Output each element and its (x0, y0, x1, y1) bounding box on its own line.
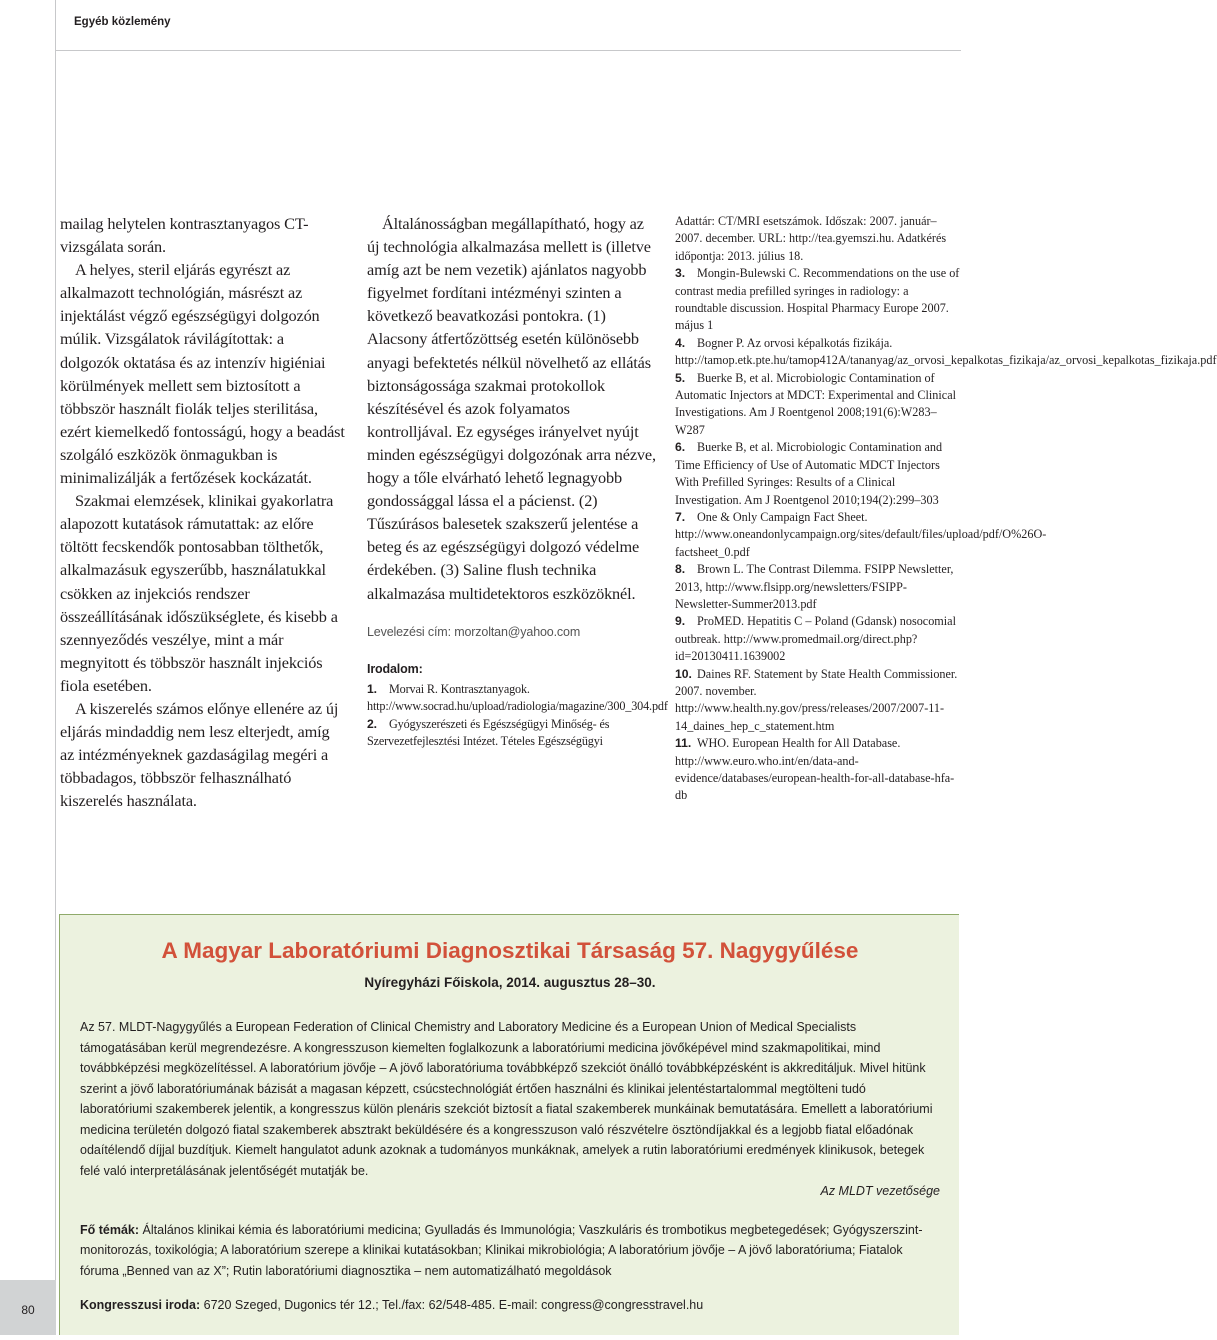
col1-paragraph-4: A kiszerelés számos előnye ellenére az új eljárás mindaddig nem lesz elterjedt, amíg az intézményeknek gazdaságilag megéri a többadagos, többször felhasználható kiszerelés használata. (60, 698, 339, 811)
congress-body (80, 1017, 940, 1316)
reference-item (675, 439, 960, 509)
congress-signature: Az MLDT vezetősége (820, 1184, 940, 1198)
reference-number: 3. (675, 266, 686, 281)
reference-number: 10. (675, 666, 692, 681)
reference-text: Daines RF. Statement by State Health Commissioner. 2007. november. http://www.health.ny.gov/press/releases/2007/2007-11-14_daines_hep_c_statement.htm (675, 666, 958, 733)
reference-number: 1. (367, 681, 377, 696)
section-label: Egyéb közlemény (74, 16, 171, 28)
page-number: 80 (0, 1280, 56, 1335)
reference-text: Buerke B, et al. Microbiologic Contamination of Automatic Injectors at MDCT: Experimental and Clinical Investigations. Am J Roentgenol 2008;191(6):W283–W287 (675, 370, 956, 437)
congress-topics (80, 1220, 940, 1282)
col1-paragraph-2: A helyes, steril eljárás egyrészt az alkalmazott technológián, másrészt az injektálást végző egészségügyi dolgozón múlik. Vizsgálatok rávilágítottak: a dolgozók oktatása és az intenzív higiéniai körülmények mellett sem biztosított a többször használt fiolák teljes sterilitása, ezért kiemelkedő fontosságú, hogy a beadást szolgáló eszközök önmagukban is minimalizálják a fertőzések kockázatát. (60, 260, 345, 488)
col2-paragraph-1: Általánosságban megállapítható, hogy az új technológia alkalmazása mellett is (illetve amíg azt be nem vezetik) ajánlatos nagyobb figyelmet fordítani intézményi szinten a következő beavatkozási pontokra. (1) Alacsony átfertőzöttség esetén különösebb anyagi befektetés nélkül növelhető az ellátás biztonságossága szakmai protokollok készítésével és azok folyamatos kontrolljával. Ez egységes irányelvet nyújt minden egészségügyi dolgozónak arra nézve, hogy a tőle elvárható lehető legnagyobb gondossággal lássa el a pácienst. (2) Tűszúrásos balesetek szakszerű jelentése a beteg és az egészségügyi dolgozó védelme érdekében. (3) Saline flush technika alkalmazása multidetektoros eszközöknél. (367, 214, 656, 603)
reference-text: Gyógyszerészeti és Egészségügyi Minőség- és Szervezetfejlesztési Intézet. Tételes Egészségügyi (367, 716, 610, 748)
column-3 (675, 213, 1217, 805)
reference-number: 7. (675, 509, 686, 524)
reference-text: Mongin-Bulewski C. Recommendations on the use of contrast media prefilled syringes in radiology: a roundtable discussion. Hospital Pharmacy Europe 2007. május 1 (675, 266, 960, 333)
reference-text: WHO. European Health for All Database. http://www.euro.who.int/en/data-and-evidence/databases/european-health-for-all-database-hfa-db (675, 736, 955, 803)
col1-paragraph-3: Szakmai elemzések, klinikai gyakorlatra alapozott kutatások rámutattak: az előre töltött fecskendők pontosabban tölthetők, alkalmazásuk egyszerűbb, használatukkal csökken az injekciós rendszer összeállításának időszükséglete, és kisebb a szennyeződés veszélye, mint a már megnyitott és többször használt injekciós fiola esetében. (60, 491, 338, 695)
reference-number: 4. (675, 335, 686, 350)
column-2 (367, 212, 668, 750)
reference-text: ProMED. Hepatitis C – Poland (Gdansk) nosocomial outbreak. http://www.promedmail.org/direct.php?id=20130411.1639002 (675, 614, 956, 664)
references-title: Irodalom: (367, 661, 423, 676)
office-text: 6720 Szeged, Dugonics tér 12.; Tel./fax: 62/548-485. E-mail: congress@congresstravel.hu (203, 1298, 704, 1312)
congress-subtitle: Nyíregyházi Főiskola, 2014. augusztus 28–30. (364, 975, 656, 990)
reference-number: 2. (367, 716, 377, 731)
column-1 (60, 212, 345, 812)
margin-rule (55, 50, 56, 1335)
congress-office (80, 1295, 940, 1316)
reference-item (675, 735, 960, 805)
contact-address: Levelezési cím: morzoltan@yahoo.com (367, 624, 581, 639)
reference-text: Morvai R. Kontrasztanyagok. http://www.socrad.hu/upload/radiologia/magazine/300_304.pdf (367, 681, 668, 714)
reference-continuation: Adattár: CT/MRI esetszámok. Időszak: 2007. január–2007. december. URL: http://tea.gyemszi.hu. Adatkérés időpontja: 2013. július 18. (675, 214, 947, 263)
congress-announcement-box (59, 914, 959, 1335)
office-label: Kongresszusi iroda: (80, 1298, 201, 1312)
reference-item (675, 265, 960, 335)
col1-paragraph-1: mailag helytelen kontrasztanyagos CT-vizsgálata során. (60, 214, 309, 257)
reference-item (675, 509, 1047, 561)
reference-text: Brown L. The Contrast Dilemma. FSIPP Newsletter, 2013, http://www.flsipp.org/newsletters/FSIPP-Newsletter-Summer2013.pdf (675, 562, 954, 611)
reference-item (367, 681, 668, 716)
reference-item (675, 613, 960, 665)
reference-item (367, 716, 657, 751)
reference-number: 6. (675, 440, 686, 455)
congress-title: A Magyar Laboratóriumi Diagnosztikai Társaság 57. Nagygyűlése (161, 938, 859, 963)
topics-label: Fő témák: (80, 1222, 140, 1237)
reference-item (675, 561, 960, 613)
reference-number: 5. (675, 370, 686, 385)
reference-number: 8. (675, 562, 686, 577)
reference-item (675, 370, 960, 440)
topics-text: Általános klinikai kémia és laboratóriumi medicina; Gyulladás és Immunológia; Vaszkuláris és trombotikus megbetegedések; Gyógyszerszint-monitorozás, toxikológia; A laboratórium szerepe a klinikai kutatásokban; Klinikai mikrobiológia; A laboratórium jövője – A jövő laboratóriuma; Fiatalok fóruma „Benned van az X”; Rutin laboratóriumi diagnosztika – nem automatizálható megoldások (80, 1222, 923, 1278)
reference-item (675, 666, 960, 736)
page-header (55, 0, 961, 51)
reference-text: One & Only Campaign Fact Sheet. http://www.oneandonlycampaign.org/sites/default/files/upload/pdf/O%26O-factsheet_0.pdf (675, 509, 1047, 559)
reference-text: Buerke B, et al. Microbiologic Contamination and Time Efficiency of Use of Automatic MDCT Injectors With Prefilled Syringes: Results of a Clinical Investigation. Am J Roentgenol 2010;194(2):299–303 (675, 440, 943, 507)
reference-number: 11. (675, 736, 692, 751)
reference-text: Bogner P. Az orvosi képalkotás fizikája. http://tamop.etk.pte.hu/tamop412A/tananyag/az_orvosi_kepalkotas_fizikaja/az_orvosi_kepalkotas_fizikaja.pdf (675, 335, 1217, 368)
congress-description: Az 57. MLDT-Nagygyűlés a European Federation of Clinical Chemistry and Laboratory Medicine és a European Union of Medical Specialists támogatásában kerül megrendezésre. A kongresszuson kiemelten foglalkozunk a laboratóriumi medicina jövőképével mind szakmapolitikai, mind továbbképzési megközelítéssel. A laboratórium jövője – A jövő laboratóriuma továbbképző szekciót önálló továbbképzésként is akkreditáljuk. Mivel hitünk szerint a jövő laboratóriumának bázisát a magasan képzett, csúcstechnológiát értően használni és klinikai jelentéstartalommal megtölteni tudó laboratóriumi szakemberek jelentik, a kongresszus külön plenáris szekciót biztosít a fiatal szakemberek munkáinak bemutatására. Emellett a laboratóriumi medicina területén dolgozó fiatal szakemberek absztrakt beküldésére és a kongresszuson való részvételre ösztöndíjakkal és a legjobb fiatal előadónak odaítélendő díjjal buzdítjuk. Kiemelt hangulatot adunk azoknak a tudományos munkáknak, amelyek a rutin laboratóriumi eredmények klinikusok, betegek felé való interpretálásának jelentőségét mutatják be. (80, 1020, 933, 1178)
reference-item (675, 335, 1217, 370)
reference-number: 9. (675, 614, 686, 629)
